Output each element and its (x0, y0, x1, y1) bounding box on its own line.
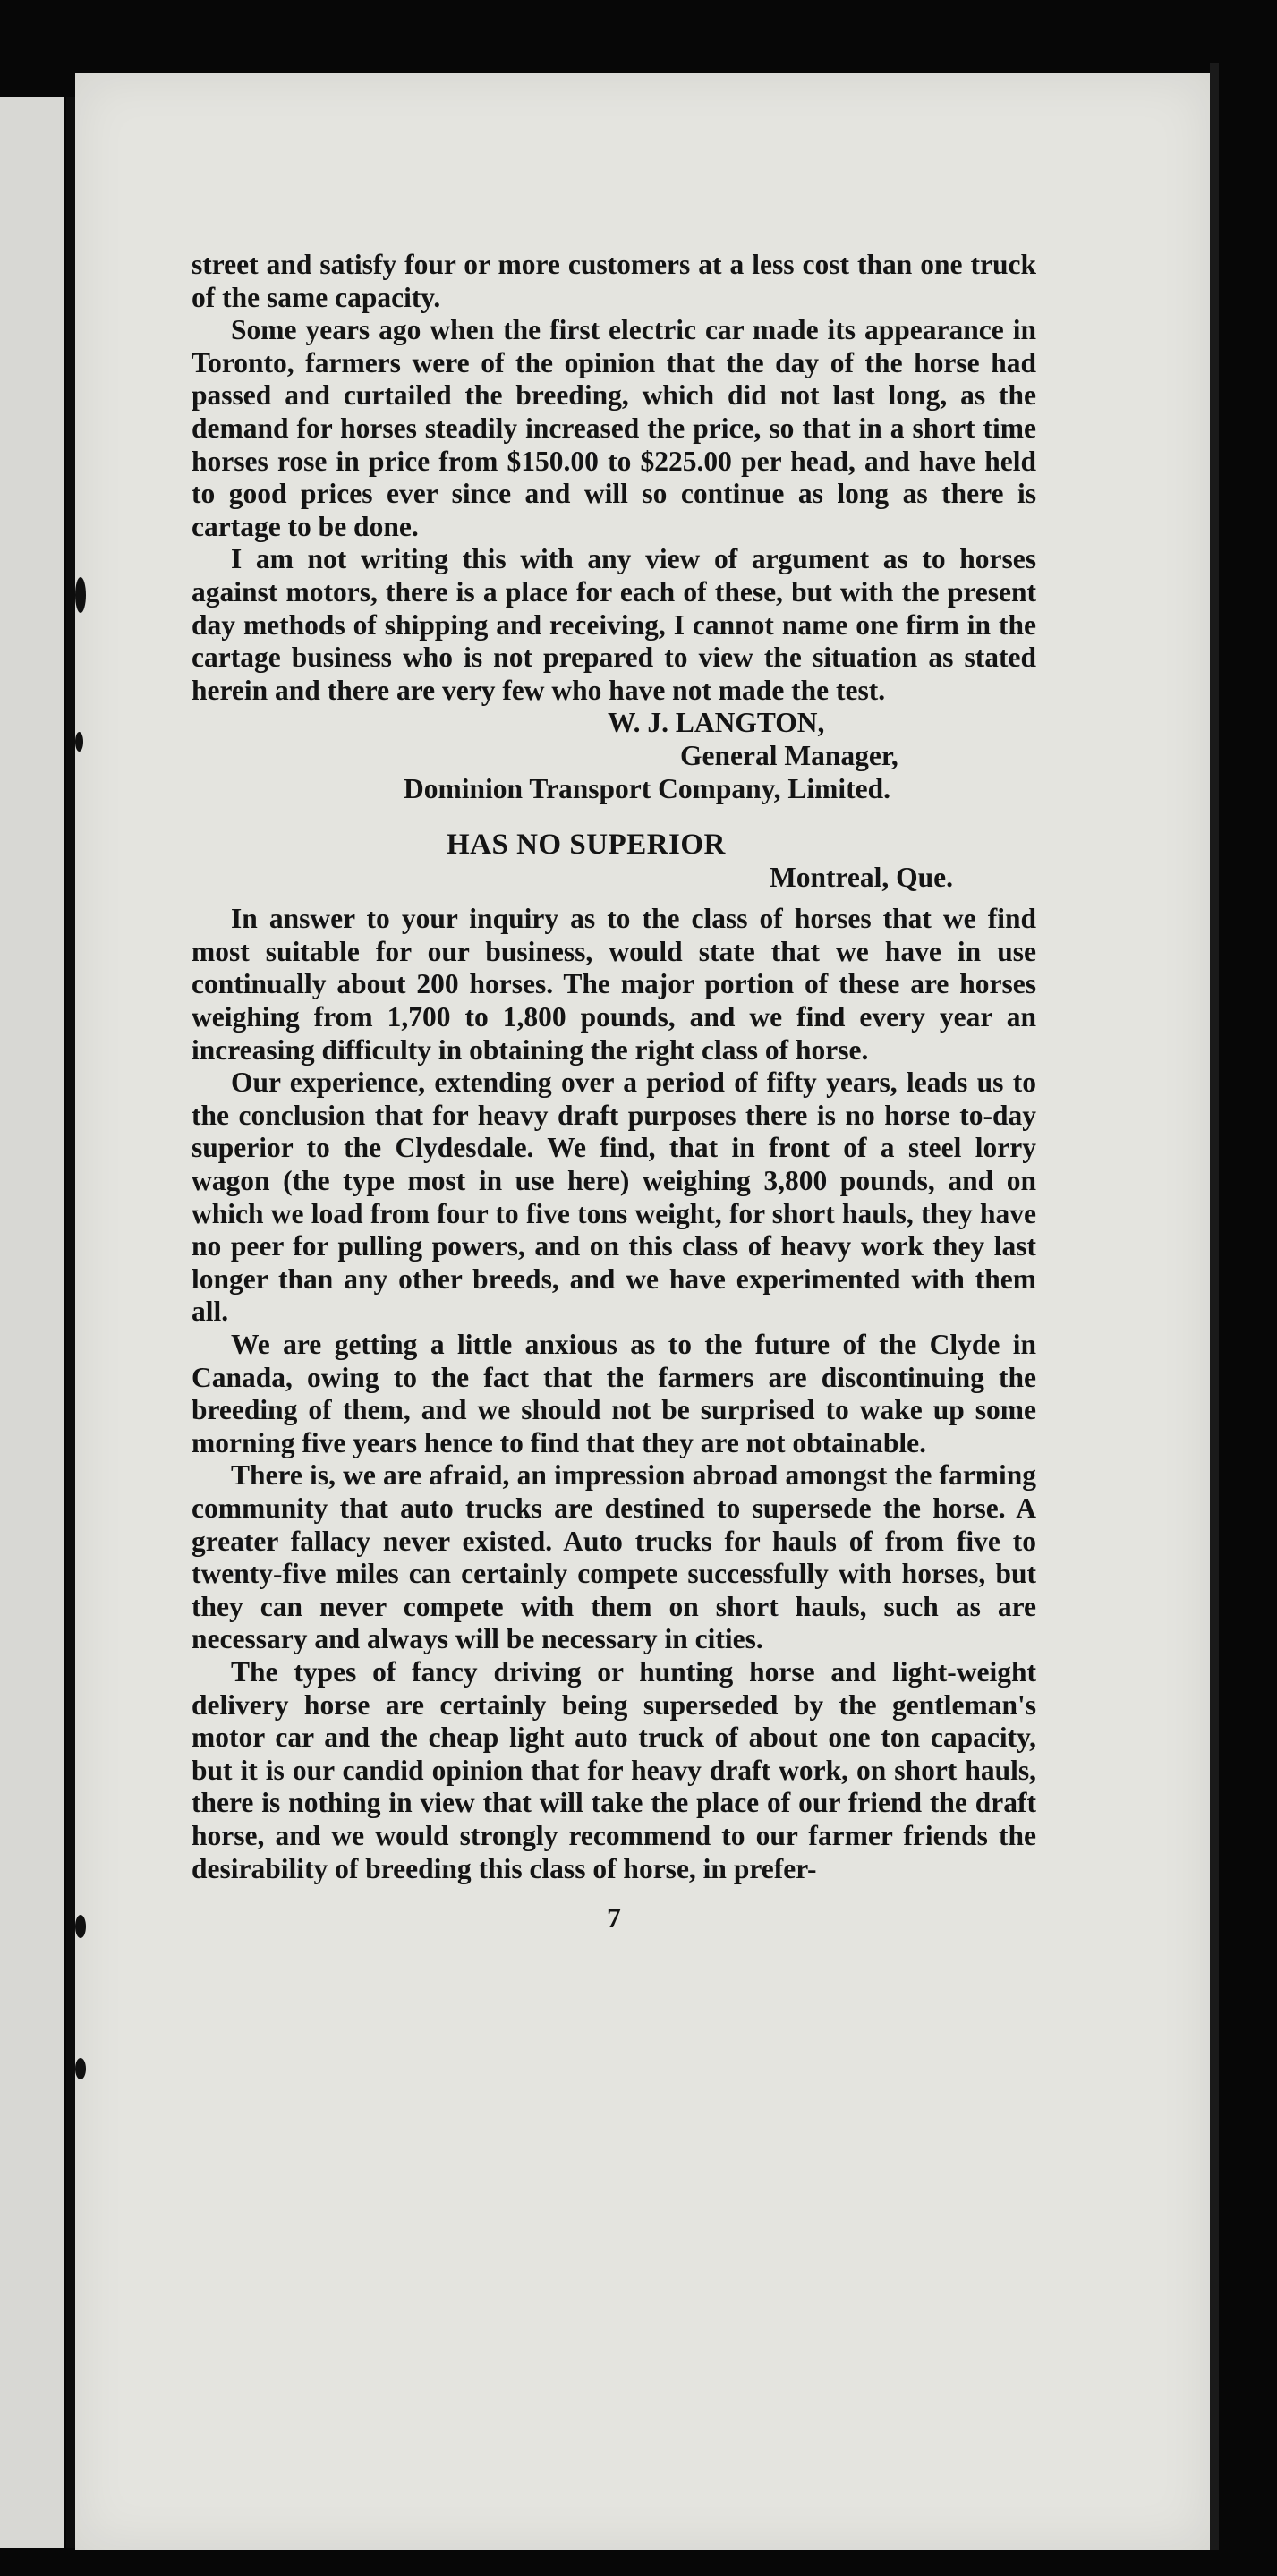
binding-gutter (66, 97, 75, 2548)
paragraph: The types of fancy driving or hunting horse and light-weight delivery horse are certainly being superseded by the gentleman's motor car and the cheap light auto truck of about one ton capacity, but it is our candid opinion that for heavy draft work, on short hauls, there is nothing in view that will take the place of our friend the draft horse, and we would strongly recommend to our farmer friends the desirability of breeding this class of horse, in prefer- (192, 1655, 1036, 1884)
section-heading: HAS NO SUPERIOR (447, 829, 726, 862)
signatory-name: W. J. LANGTON, (608, 707, 825, 739)
signatory-company: Dominion Transport Company, Limited. (404, 772, 891, 804)
margin-ink-mark (75, 732, 83, 752)
document-body (192, 249, 1036, 1934)
paragraph: Some years ago when the first electric car made its appearance in Toronto, farmers were of the opinion that the day of the horse had passed and curtailed the breeding, which did not last long, as the demand for horses steadily increased the price, so that in a short time horses rose in price from $150.00 to $225.00 per head, and have held to good prices ever since and will so continue as long as there is cartage to be done. (192, 314, 1036, 542)
paragraph: In answer to your inquiry as to the class of horses that we find most suitable for our business, would state that we have in use continually about 200 horses. The major portion of these are horses weighing from 1,700 to 1,800 pounds, and we find every year an increasing difficulty in obtaining the right class of horse. (192, 903, 1036, 1066)
letter-place: Montreal, Que. (770, 861, 954, 893)
margin-ink-mark (75, 1915, 86, 1938)
paragraph: There is, we are afraid, an impression abroad amongst the farming community that auto trucks are destined to supersede the horse. A greater fallacy never existed. Auto trucks for hauls of from five to twenty-five miles can certainly compete successfully with horses, but they can never compete with them on short hauls, such as are necessary and always will be necessary in cities. (192, 1459, 1036, 1655)
margin-ink-mark (75, 577, 86, 613)
signature-block (192, 707, 1036, 805)
page-number: 7 (607, 1901, 621, 1934)
previous-page-edge (0, 97, 64, 2548)
margin-ink-mark (75, 2058, 86, 2079)
signatory-title: General Manager, (680, 739, 898, 771)
page-right-edge (1210, 63, 1219, 2550)
paragraph: We are getting a little anxious as to the future of the Clyde in Canada, owing to the fact that the farmers are discontinuing the breeding of them, and we should not be surprised to wake up some morning five years hence to find that they are not obtainable. (192, 1329, 1036, 1458)
paragraph: Our experience, extending over a period of fifty years, leads us to the conclusion that for heavy draft purposes there is no horse to-day superior to the Clydesdale. We find, that in front of a steel lorry wagon (the type most in use here) weighing 3,800 pounds, and on which we load from four to five tons weight, for short hauls, they have no peer for pulling powers, and on this class of heavy work they last longer than any other breeds, and we have experimented with them all. (192, 1067, 1036, 1328)
paragraph: street and satisfy four or more customers at a less cost than one truck of the same capacity. (192, 249, 1036, 313)
paragraph: I am not writing this with any view of argument as to horses against motors, there is a place for each of these, but with the present day methods of shipping and receiving, I cannot name one firm in the cartage business who is not prepared to view the situation as stated herein and there are very few who have not made the test. (192, 543, 1036, 706)
